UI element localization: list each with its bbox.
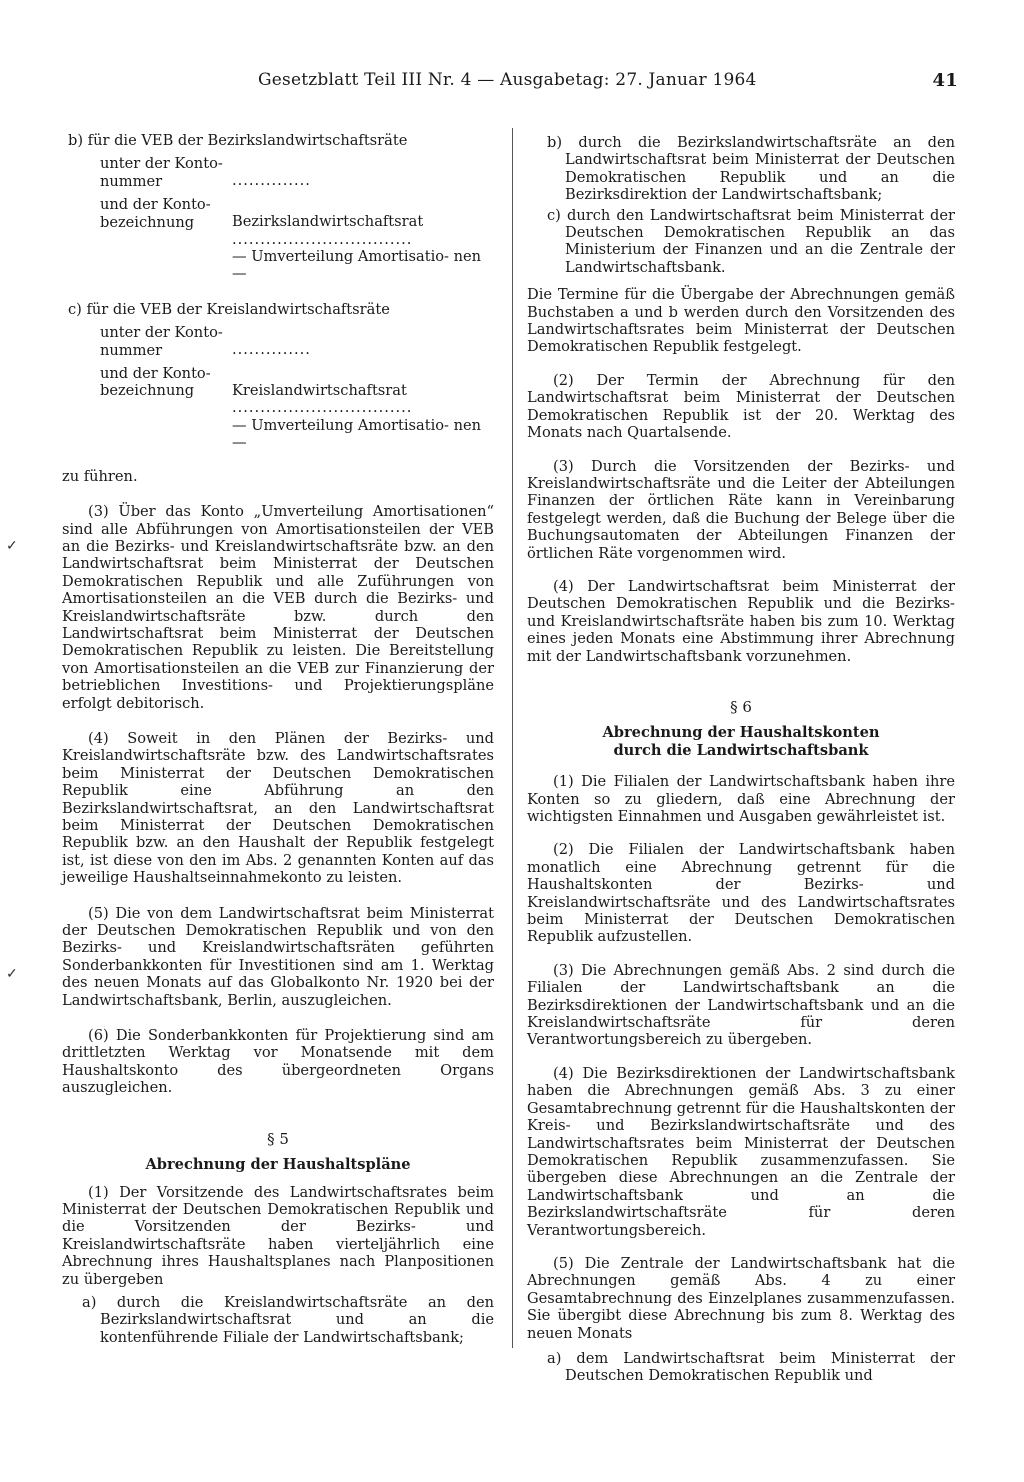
paragraph-6: (6) Die Sonderbankkonten für Projektierung sind am drittletzten Werktag vor Monatsende mit dem Haushaltskonto des übergeordneten Organs auszugleichen. [62, 1027, 494, 1097]
closing-phrase: zu führen. [62, 467, 138, 485]
field-value-dots: ................................ [232, 230, 413, 248]
section-5-item-a: a) durch die Kreislandwirtschaftsräte an den Bezirkslandwirtschaftsrat und an die kontenführende Filiale der Landwirtschaftsbank; [82, 1293, 494, 1346]
section-6-paragraph-1: (1) Die Filialen der Landwirtschaftsbank haben ihre Konten so zu gliedern, daß eine Abrechnung der wichtigsten Einnahmen und Ausgaben gewährleistet ist. [527, 773, 955, 825]
field-label: und der Konto- bezeichnung [100, 196, 211, 231]
page-number: 41 [932, 70, 958, 91]
list-item-b: b) für die VEB der Bezirkslandwirtschaftsräte [68, 132, 408, 149]
field-value: Kreislandwirtschaftsrat [232, 382, 407, 400]
field-label: und der Konto- bezeichnung [100, 365, 211, 400]
section-5-paragraph-1: (1) Der Vorsitzende des Landwirtschaftsrates beim Ministerrat der Deutschen Demokratischen Republik und die Vorsitzenden der Bezirks- und Kreislandwirtschaftsräte haben vierteljährlich eine Abrechnung ihres Haushaltsplanes nach Planpositionen zu übergeben [62, 1183, 494, 1288]
section-5-paragraph-2: (2) Der Termin der Abrechnung für den Landwirtschaftsrat beim Ministerrat der Deutschen Demokratischen Republik ist der 20. Werktag des Monats nach Quartalsende. [527, 371, 955, 442]
section-5-paragraph-4: (4) Der Landwirtschaftsrat beim Ministerrat der Deutschen Demokratischen Republik und die Bezirks- und Kreislandwirtschaftsräte haben bis zum 10. Werktag eines jeden Monats eine Abstimmung ihrer Abrechnung mit der Landwirtschaftsbank vorzunehmen. [527, 577, 955, 665]
paragraph-5: (5) Die von dem Landwirtschaftsrat beim Ministerrat der Deutschen Demokratischen Republik und von den Bezirks- und Kreislandwirtschaftsräten geführten Sonderbankkonten für Investitionen sind am 1. Werktag des neuen Monats auf das Globalkonto Nr. 1920 bei der Landwirtschaftsbank, Berlin, auszugleichen. [62, 904, 494, 1009]
section-6-paragraph-3: (3) Die Abrechnungen gemäß Abs. 2 sind durch die Filialen der Landwirtschaftsbank an die Bezirksdirektionen der Landwirtschaftsbank und an die Kreislandwirtschaftsräte für deren Verantwortungsbereich zu übergeben. [527, 961, 955, 1049]
paragraph-4: (4) Soweit in den Plänen der Bezirks- und Kreislandwirtschaftsräte bzw. des Landwirtschaftsrates beim Ministerrat der Deutschen Demokratischen Republik eine Abführung an den Bezirkslandwirtschaftsrat, an den Landwirtschaftsrat beim Ministerrat der Deutschen Demokratischen Republik bzw. an den Haushalt der Republik festgelegt ist, ist diese von den im Abs. 2 genannten Konten auf das jeweilige Haushaltseinnahmekonto zu leisten. [62, 729, 494, 887]
page-header [258, 70, 958, 100]
field-value-dots: ................................ [232, 399, 413, 417]
left-column [62, 128, 494, 1346]
section-6-title-line-2: durch die Landwirtschaftsbank [613, 741, 869, 759]
field-label: unter der Konto- nummer [100, 155, 223, 190]
field-value: .............. [232, 341, 311, 359]
column-divider [512, 128, 513, 1348]
section-5-number: § 5 [267, 1129, 289, 1148]
section-6-item-a: a) dem Landwirtschaftsrat beim Ministerrat der Deutschen Demokratischen Republik und [547, 1349, 955, 1385]
section-5-termine: Die Termine für die Übergabe der Abrechnungen gemäß Buchstaben a und b werden durch den Vorsitzenden des Landwirtschaftsrates beim Ministerrat der Deutschen Demokratischen Republik festgelegt. [527, 286, 955, 356]
field-value-note: — Umverteilung Amortisatio- nen — [232, 248, 482, 283]
field-value-block [232, 365, 494, 452]
field-value: Bezirkslandwirtschaftsrat [232, 213, 424, 231]
paragraph-3: (3) Über das Konto „Umverteilung Amortisationen“ sind alle Abführungen von Amortisationsteilen der VEB an die Bezirks- und Kreislandwirtschaftsräte bzw. an den Landwirtschaftsrat beim Ministerrat der Deutschen Demokratischen Republik und alle Zuführungen von Amortisationsteilen an die VEB durch die Bezirks- und Kreislandwirtschaftsräte bzw. durch den Landwirtschaftsrat beim Ministerrat der Deutschen Demokratischen Republik zu leisten. Die Bereitstellung von Amortisationsteilen an die VEB zur Finanzierung der betrieblichen Investitions- und Projektierungspläne erfolgt debitorisch. [62, 503, 494, 712]
section-5-paragraph-3: (3) Durch die Vorsitzenden der Bezirks- und Kreislandwirtschaftsräte und die Leiter der Abteilungen Finanzen der örtlichen Räte kann in Vereinbarung festgelegt werden, daß die Buchung der Belege über die Buchungsautomaten der Abteilungen Finanzen der örtlichen Räte vorgenommen wird. [527, 457, 955, 562]
field-label: unter der Konto- nummer [100, 324, 223, 359]
field-value-note: — Umverteilung Amortisatio- nen — [232, 416, 482, 452]
section-6-paragraph-4: (4) Die Bezirksdirektionen der Landwirtschaftsbank haben die Abrechnungen gemäß Abs. 3 zu einer Gesamtabrechnung getrennt für die Haushaltskonten der Kreis- und Bezirkslandwirtschaftsräte und des Landwirtschaftsrates beim Ministerrat der Deutschen Demokratischen Republik zusammenzufassen. Sie übergeben diese Abrechnungen an die Zentrale der Landwirtschaftsbank und an die Bezirkslandwirtschaftsräte für deren Verantwortungsbereich. [527, 1064, 955, 1239]
margin-mark-icon: ✓ [6, 538, 18, 554]
field-value: .............. [232, 172, 311, 190]
right-column [527, 128, 955, 1385]
section-5-title: Abrechnung der Haushaltspläne [145, 1156, 411, 1174]
section-6-title-line-1: Abrechnung der Haushaltskonten [602, 724, 880, 742]
account-row [62, 155, 494, 190]
section-6-paragraph-5: (5) Die Zentrale der Landwirtschaftsbank hat die Abrechnungen gemäß Abs. 4 zu einer Gesamtabrechnung des Einzelplanes zusammenzufassen. Sie übergibt diese Abrechnung bis zum 8. Werktag des neuen Monats [527, 1254, 955, 1342]
list-item-c: c) für die VEB der Kreislandwirtschaftsräte [68, 300, 390, 318]
section-5-item-b: b) durch die Bezirkslandwirtschaftsräte an den Landwirtschaftsrat beim Ministerrat der Deutschen Demokratischen Republik und an die Bezirksdirektion der Landwirtschaftsbank; [547, 134, 955, 204]
section-6-paragraph-2: (2) Die Filialen der Landwirtschaftsbank haben monatlich eine Abrechnung getrennt für die Haushaltskonten der Bezirks- und Kreislandwirtschaftsräte und des Landwirtschaftsrates beim Ministerrat der Deutschen Demokratischen Republik aufzustellen. [527, 841, 955, 946]
section-5-item-c: c) durch den Landwirtschaftsrat beim Ministerrat der Deutschen Demokratischen Republik an das Ministerium der Finanzen und an die Zentrale der Landwirtschaftsbank. [547, 206, 955, 276]
header-title: Gesetzblatt Teil III Nr. 4 — Ausgabetag: 27. Januar 1964 [258, 70, 757, 90]
margin-mark-icon: ✓ [6, 966, 18, 982]
account-row [62, 324, 494, 359]
account-row [62, 196, 494, 283]
field-value-block [232, 196, 494, 283]
account-row [62, 365, 494, 452]
section-6-number: § 6 [730, 697, 752, 716]
